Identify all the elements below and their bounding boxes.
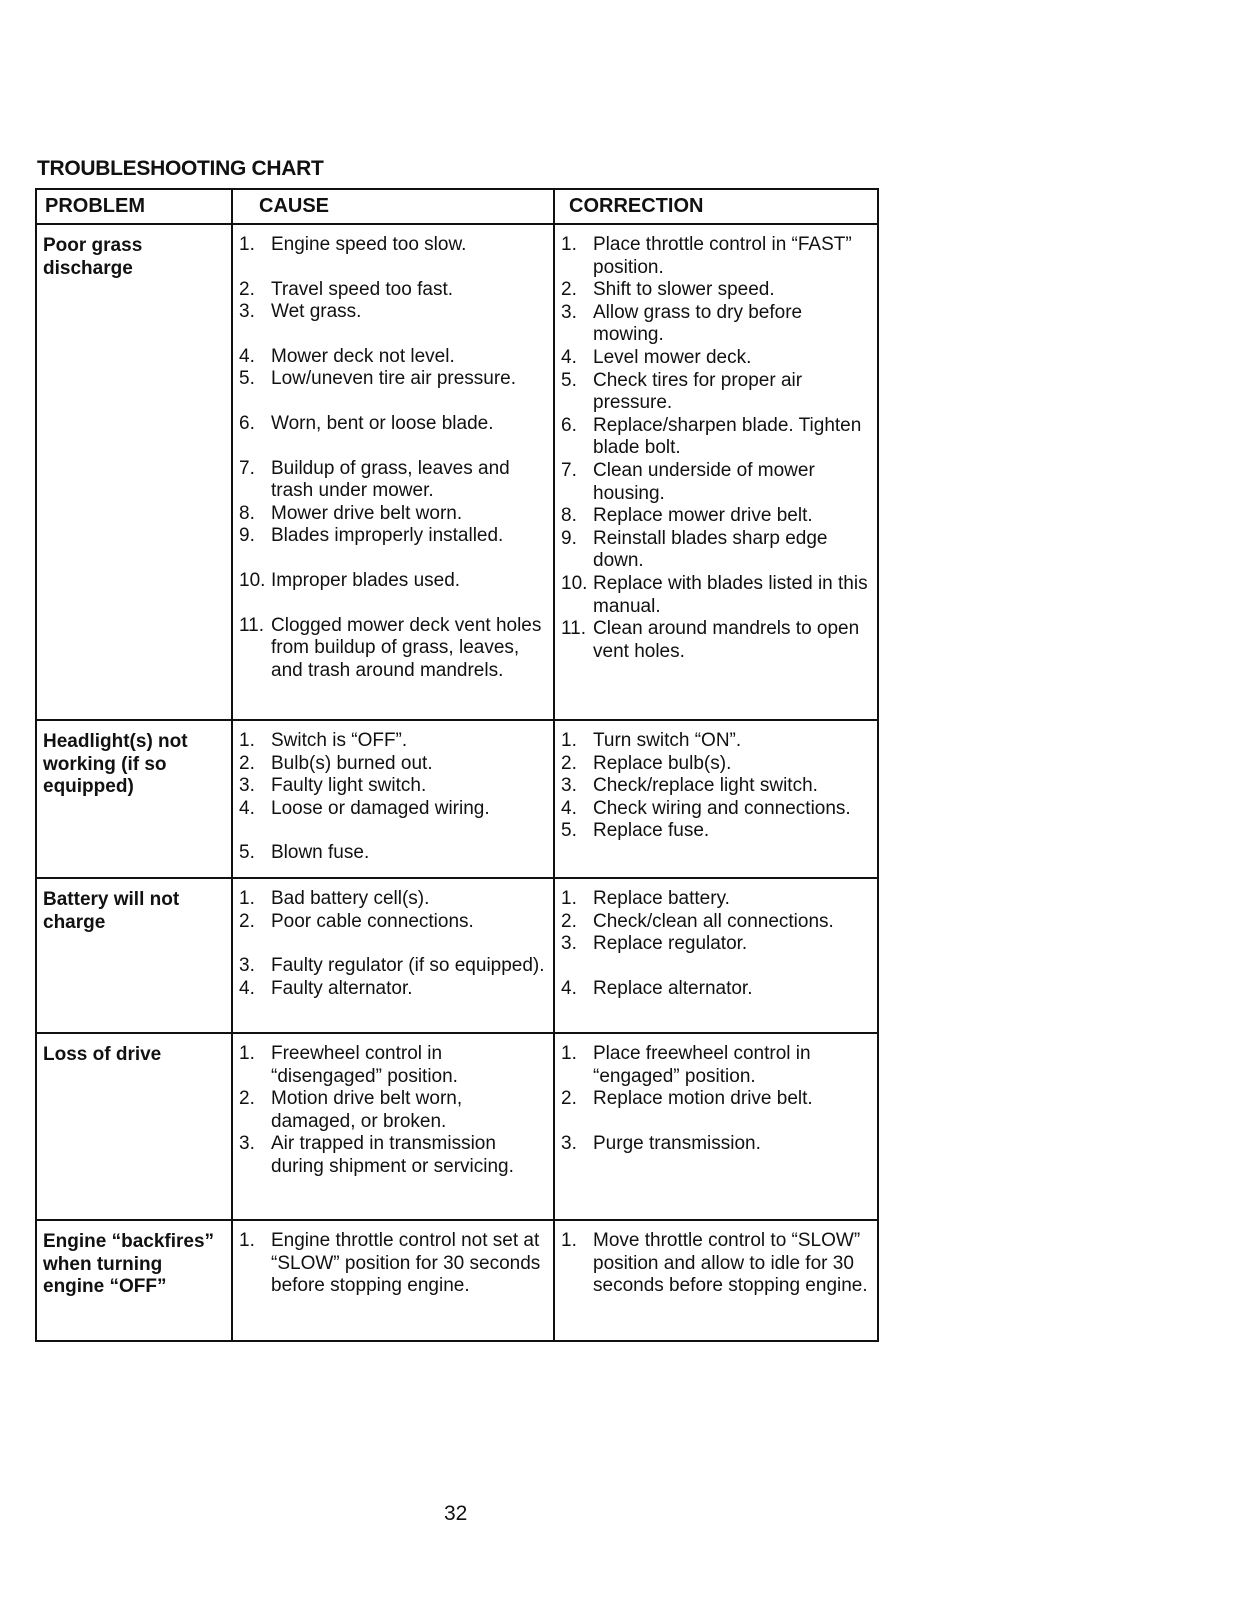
cause-item — [239, 525, 549, 548]
problem-cell: Battery will not charge — [36, 878, 232, 1033]
item-number: 2. — [239, 752, 255, 774]
item-number: 7. — [561, 459, 577, 481]
correction-item — [561, 505, 873, 528]
item-text: Buildup of grass, leaves and trash under mower. — [271, 457, 510, 502]
cause-cell — [232, 1033, 554, 1220]
cause-item — [239, 301, 549, 324]
item-text: Freewheel control in “disengaged” position. — [271, 1043, 458, 1087]
table-row — [36, 1033, 878, 1220]
item-text: Place throttle control in “FAST” position. — [593, 234, 852, 278]
item-number: 3. — [561, 1132, 577, 1154]
item-number: 4. — [561, 346, 577, 368]
correction-cell — [554, 1220, 878, 1341]
item-number: 1. — [561, 234, 577, 255]
cause-item — [239, 570, 549, 593]
problem-cell: Engine “backfires” when turning engine “OFF” — [36, 1220, 232, 1341]
cause-item — [239, 775, 549, 798]
table-row — [36, 878, 878, 1033]
correction-item — [561, 820, 873, 843]
cause-item — [239, 978, 549, 1001]
item-number: 2. — [239, 1088, 255, 1110]
correction-item — [561, 888, 873, 911]
cause-item — [239, 842, 549, 865]
item-text: Check/clean all connections. — [593, 910, 834, 932]
cause-item — [239, 1088, 549, 1133]
item-text: Poor cable connections. — [271, 910, 474, 932]
item-number: 1. — [239, 888, 255, 909]
cause-item — [239, 458, 549, 503]
item-number: 2. — [561, 910, 577, 932]
item-number: 1. — [239, 1043, 255, 1064]
item-text: Replace mower drive belt. — [593, 505, 813, 527]
item-text: Motion drive belt worn, damaged, or broken. — [271, 1088, 463, 1132]
item-number: 9. — [561, 527, 577, 549]
item-text: Worn, bent or loose blade. — [271, 412, 494, 434]
item-text: Blades improperly installed. — [271, 525, 504, 547]
item-number: 2. — [239, 278, 255, 300]
page-title: TROUBLESHOOTING CHART — [37, 157, 324, 180]
item-number: 3. — [239, 955, 255, 977]
correction-item — [561, 528, 873, 573]
item-number: 1. — [561, 888, 577, 909]
item-number: 3. — [561, 301, 577, 323]
item-number: 1. — [561, 730, 577, 751]
item-text: Allow grass to dry before mowing. — [593, 301, 803, 346]
item-text: Clean underside of mower housing. — [593, 459, 815, 504]
correction-item — [561, 730, 873, 753]
item-text: Level mower deck. — [593, 346, 752, 368]
cause-item — [239, 346, 549, 369]
item-number: 8. — [239, 502, 255, 524]
cause-item — [239, 368, 549, 391]
cause-item — [239, 888, 549, 911]
item-number: 5. — [239, 842, 255, 864]
problem-cell: Headlight(s) not working (if so equipped) — [36, 720, 232, 878]
item-text: Improper blades used. — [271, 569, 461, 591]
correction-item — [561, 978, 873, 1001]
item-text: Wet grass. — [271, 301, 362, 323]
correction-item — [561, 1230, 873, 1298]
item-text: Mower deck not level. — [271, 345, 455, 367]
item-text: Engine speed too slow. — [271, 234, 467, 255]
header-problem: PROBLEM — [36, 189, 232, 224]
correction-item — [561, 1043, 873, 1088]
item-number: 5. — [239, 368, 255, 390]
item-text: Clean around mandrels to open vent holes. — [593, 618, 860, 662]
header-correction: CORRECTION — [554, 189, 878, 224]
item-text: Replace with blades listed in this manual. — [593, 572, 868, 617]
item-number: 6. — [561, 414, 577, 436]
item-number: 4. — [561, 797, 577, 819]
item-number: 2. — [561, 1088, 577, 1110]
cause-item — [239, 911, 549, 934]
item-number: 4. — [239, 977, 255, 999]
item-text: Replace fuse. — [593, 820, 710, 842]
cause-item — [239, 1043, 549, 1088]
item-number: 9. — [239, 525, 255, 547]
item-text: Blown fuse. — [271, 842, 370, 864]
item-text: Replace motion drive belt. — [593, 1088, 813, 1110]
correction-cell — [554, 720, 878, 878]
item-text: Loose or damaged wiring. — [271, 797, 490, 819]
correction-item — [561, 347, 873, 370]
item-number: 4. — [239, 797, 255, 819]
item-number: 1. — [239, 234, 255, 255]
item-text: Check/replace light switch. — [593, 775, 818, 797]
item-text: Faulty light switch. — [271, 775, 427, 797]
problem-cell: Loss of drive — [36, 1033, 232, 1220]
cause-item — [239, 798, 549, 821]
item-number: 3. — [561, 775, 577, 797]
correction-item — [561, 933, 873, 956]
item-text: Faulty alternator. — [271, 977, 413, 999]
table-row — [36, 1220, 878, 1341]
item-text: Low/uneven tire air pressure. — [271, 368, 517, 390]
item-number: 3. — [239, 1133, 255, 1155]
page-number: 32 — [444, 1502, 468, 1525]
item-number: 1. — [239, 1230, 255, 1251]
item-text: Check wiring and connections. — [593, 797, 851, 819]
item-text: Shift to slower speed. — [593, 279, 775, 301]
correction-cell — [554, 1033, 878, 1220]
item-text: Mower drive belt worn. — [271, 502, 463, 524]
cause-item — [239, 279, 549, 302]
troubleshooting-table — [35, 188, 879, 1342]
cause-cell — [232, 1220, 554, 1341]
correction-item — [561, 1133, 873, 1156]
correction-item — [561, 618, 873, 663]
item-number: 11. — [239, 614, 265, 636]
correction-cell — [554, 224, 878, 720]
item-number: 10. — [239, 569, 266, 591]
cause-cell — [232, 878, 554, 1033]
cause-item — [239, 1133, 549, 1178]
cause-item — [239, 730, 549, 753]
item-number: 7. — [239, 457, 255, 479]
cause-item — [239, 753, 549, 776]
item-text: Purge transmission. — [593, 1132, 761, 1154]
item-text: Replace battery. — [593, 888, 730, 909]
item-number: 11. — [561, 618, 587, 640]
item-number: 8. — [561, 505, 577, 527]
cause-item — [239, 503, 549, 526]
item-number: 6. — [239, 412, 255, 434]
correction-item — [561, 911, 873, 934]
item-number: 4. — [561, 977, 577, 999]
item-number: 3. — [239, 775, 255, 797]
cause-item — [239, 615, 549, 683]
correction-item — [561, 798, 873, 821]
item-text: Place freewheel control in “engaged” position. — [593, 1043, 811, 1087]
item-number: 3. — [561, 933, 577, 955]
item-number: 2. — [239, 910, 255, 932]
table-row — [36, 720, 878, 878]
cause-item — [239, 955, 549, 978]
table-row — [36, 224, 878, 720]
cause-item — [239, 1230, 549, 1298]
item-number: 4. — [239, 345, 255, 367]
item-text: Replace alternator. — [593, 977, 753, 999]
correction-item — [561, 302, 873, 347]
table-header-row — [36, 189, 878, 224]
problem-cell: Poor grass discharge — [36, 224, 232, 720]
item-number: 2. — [561, 752, 577, 774]
correction-item — [561, 415, 873, 460]
item-number: 5. — [561, 369, 577, 391]
item-text: Switch is “OFF”. — [271, 730, 408, 751]
item-text: Turn switch “ON”. — [593, 730, 742, 751]
header-cause: CAUSE — [232, 189, 554, 224]
correction-item — [561, 775, 873, 798]
item-text: Reinstall blades sharp edge down. — [593, 527, 828, 572]
item-text: Faulty regulator (if so equipped). — [271, 955, 545, 977]
item-text: Travel speed too fast. — [271, 278, 454, 300]
correction-item — [561, 573, 873, 618]
item-text: Replace/sharpen blade. Tighten blade bolt. — [593, 414, 862, 459]
item-number: 1. — [561, 1043, 577, 1064]
correction-item — [561, 279, 873, 302]
correction-cell — [554, 878, 878, 1033]
item-number: 3. — [239, 301, 255, 323]
correction-item — [561, 234, 873, 279]
cause-cell — [232, 720, 554, 878]
item-text: Replace regulator. — [593, 933, 748, 955]
cause-item — [239, 234, 549, 257]
item-number: 5. — [561, 820, 577, 842]
cause-item — [239, 413, 549, 436]
item-text: Engine throttle control not set at “SLOW” position for 30 seconds before stopping engine. — [271, 1230, 541, 1297]
item-number: 1. — [561, 1230, 577, 1251]
correction-item — [561, 1088, 873, 1111]
cause-cell — [232, 224, 554, 720]
item-number: 10. — [561, 572, 588, 594]
correction-item — [561, 753, 873, 776]
item-text: Bulb(s) burned out. — [271, 752, 433, 774]
item-number: 1. — [239, 730, 255, 751]
correction-item — [561, 370, 873, 415]
item-text: Bad battery cell(s). — [271, 888, 430, 909]
item-text: Clogged mower deck vent holes from buildup of grass, leaves, and trash around mandrels. — [271, 614, 542, 681]
item-text: Air trapped in transmission during shipment or servicing. — [271, 1133, 514, 1177]
item-text: Move throttle control to “SLOW” position and allow to idle for 30 seconds before stopping engine. — [593, 1230, 868, 1297]
correction-item — [561, 460, 873, 505]
item-text: Replace bulb(s). — [593, 752, 732, 774]
item-number: 2. — [561, 279, 577, 301]
item-text: Check tires for proper air pressure. — [593, 369, 803, 414]
